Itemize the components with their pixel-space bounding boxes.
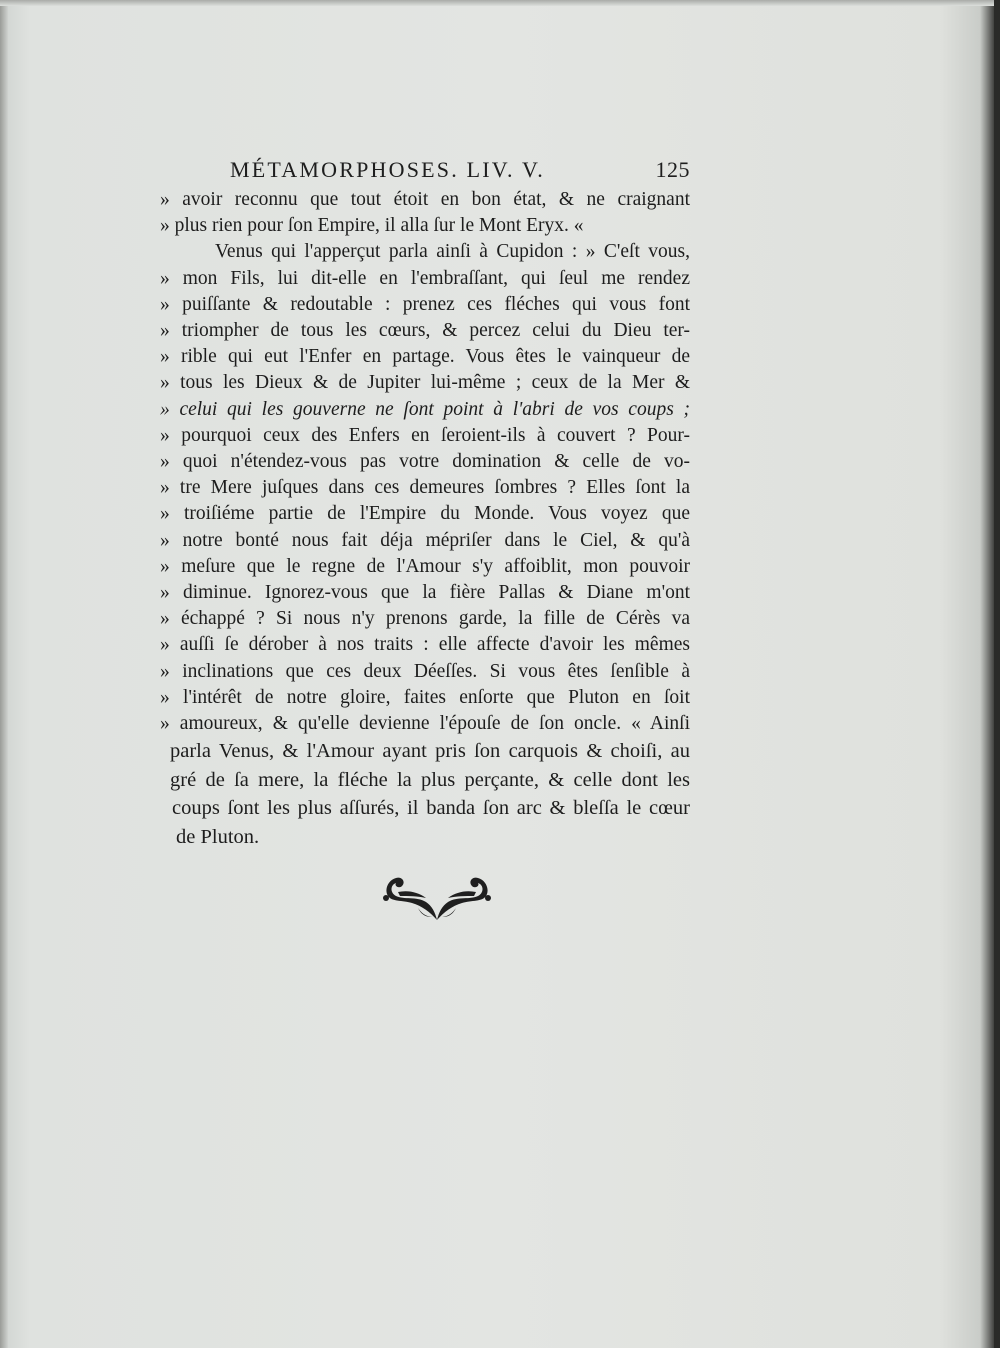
text-line: » triompher de tous les cœurs, & percez celui du Dieu ter-	[160, 320, 690, 342]
text-line: » celui qui les gouverne ne ſont point à l'abri de vos coups ;	[160, 398, 690, 420]
text-line: » tous les Dieux & de Jupiter lui-même ; ceux de la Mer &	[160, 372, 690, 394]
text-line: » puiſſante & redoutable : prenez ces fléches qui vous font	[160, 293, 690, 315]
text-line: » meſure que le regne de l'Amour s'y affoiblit, mon pouvoir	[160, 555, 690, 577]
page-left-edge	[0, 0, 8, 1348]
text-line: » inclinations que ces deux Déeſſes. Si vous êtes ſenſible à	[160, 660, 690, 682]
text-line: » pourquoi ceux des Enfers en ſeroient-ils à couvert ? Pour-	[160, 424, 690, 446]
text-line: » plus rien pour ſon Empire, il alla ſur le Mont Eryx. «	[160, 215, 584, 237]
text-line: » notre bonté nous fait déja mépriſer dans le Ciel, & qu'à	[160, 529, 690, 551]
text-line: » auſſi ſe dérober à nos traits : elle affecte d'avoir les mêmes	[160, 634, 690, 656]
text-line: » quoi n'étendez-vous pas votre domination & celle de vo-	[160, 451, 690, 473]
running-title: MÉTAMORPHOSES. LIV. V.	[230, 157, 545, 182]
text-line: coups ſont les plus aſſurés, il banda ſon arc & bleſſa le cœur	[172, 797, 690, 820]
text-line: » échappé ? Si nous n'y prenons garde, la fille de Cérès va	[160, 608, 690, 630]
body-text	[160, 187, 690, 851]
page-top-edge	[0, 0, 1000, 6]
page-number: 125	[655, 157, 690, 182]
text-line: » amoureux, & qu'elle devienne l'épouſe de ſon oncle. « Ainſi	[160, 713, 690, 735]
text-line: » avoir reconnu que tout étoit en bon état, & ne craignant	[160, 189, 690, 210]
text-line: » rible qui eut l'Enfer en partage. Vous êtes le vainqueur de	[160, 346, 690, 368]
text-line: » diminue. Ignorez-vous que la fière Pallas & Diane m'ont	[160, 582, 690, 604]
text-line: gré de ſa mere, la fléche la plus perçante, & celle dont les	[170, 768, 690, 791]
page-right-edge	[994, 0, 1000, 1348]
text-line: parla Venus, & l'Amour ayant pris ſon carquois & choiſi, au	[170, 740, 690, 763]
text-line: » l'intérêt de notre gloire, faites enſorte que Pluton en ſoit	[160, 686, 690, 708]
text-line: » tre Mere juſques dans ces demeures ſombres ? Elles ſont la	[160, 477, 690, 499]
text-line: » troiſiéme partie de l'Empire du Monde. Vous voyez que	[160, 503, 690, 525]
fleuron-ornament-icon	[378, 866, 496, 922]
text-line: de Pluton.	[176, 825, 260, 848]
text-line: Venus qui l'apperçut parla ainſi à Cupidon : » C'eſt vous,	[215, 241, 690, 263]
text-line: » mon Fils, lui dit-elle en l'embraſſant, qui ſeul me rendez	[160, 267, 690, 289]
